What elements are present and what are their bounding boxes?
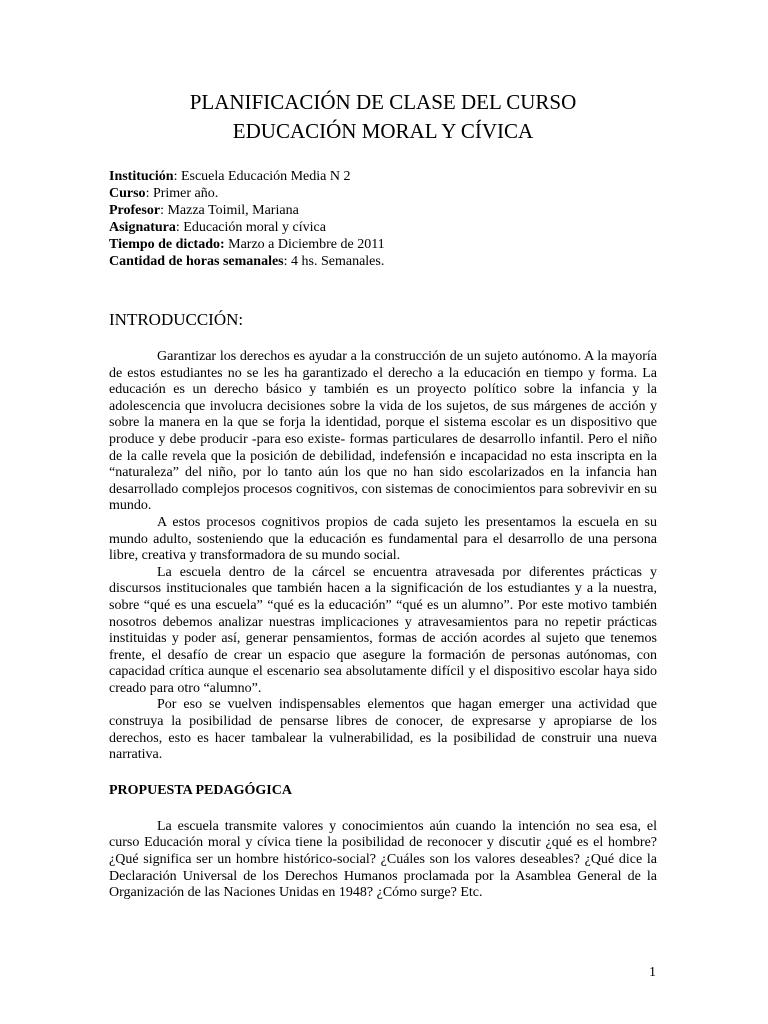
- title-line-2: EDUCACIÓN MORAL Y CÍVICA: [232, 119, 534, 143]
- meta-label: Tiempo de dictado:: [109, 237, 225, 252]
- meta-value: Mazza Toimil, Mariana: [167, 203, 299, 218]
- intro-section: [109, 349, 657, 764]
- meta-separator: :: [175, 220, 184, 235]
- meta-value: 4 hs. Semanales.: [291, 254, 385, 269]
- meta-label: Institución: [109, 169, 174, 184]
- meta-institucion: [109, 168, 657, 185]
- meta-separator: :: [173, 169, 181, 184]
- intro-heading: INTRODUCCIÓN:: [109, 310, 244, 329]
- meta-tiempo-dictado: [109, 236, 657, 253]
- document-title: [109, 88, 657, 146]
- meta-label: Curso: [109, 186, 146, 201]
- intro-paragraph: Garantizar los derechos es ayudar a la construcción de un sujeto autónomo. A la mayoría de estos estudiantes no se les ha garantizado el derecho a la educación en tiempo y forma. La educación es un derecho básico y también es un proyecto político sobre la infancia y la adolescencia que involucra decisiones sobre la vida de los sujetos, de sus márgenes de acción y sobre la manera en la que se forja la identidad, porque el sistema escolar es un dispositivo que produce y debe producir -para eso existe- formas particulares de desarrollo infantil. Pero el niño de la calle revela que la posición de debilidad, indefensión e incapacidad no esta inscripta en la “naturaleza” del niño, por lo tanto aún los que no han sido escolarizados en la infancia han desarrollado complejos procesos cognitivos, con sistemas de conocimientos para sobrevivir en su mundo.: [109, 349, 657, 514]
- propuesta-paragraph: La escuela transmite valores y conocimientos aún cuando la intención no sea esa, el curso Educación moral y cívica tiene la posibilidad de reconocer y discutir ¿qué es el hombre? ¿Qué significa ser un hombre histórico-social? ¿Cuáles son los valores deseables? ¿Qué dice la Declaración Universal de los Derechos Humanos proclamada por la Asamblea General de la Organización de las Naciones Unidas en 1948? ¿Cómo surge? Etc.: [109, 818, 657, 901]
- propuesta-heading: PROPUESTA PEDAGÓGICA: [109, 782, 292, 798]
- meta-value: Escuela Educación Media N 2: [180, 169, 351, 184]
- intro-paragraph: A estos procesos cognitivos propios de cada sujeto les presentamos la escuela en su mundo adulto, sosteniendo que la educación es fundamental para el desarrollo de una persona libre, creativa y transformadora de su mundo social.: [109, 514, 657, 564]
- meta-horas-semanales: [109, 253, 657, 270]
- meta-label: Asignatura: [109, 220, 176, 235]
- intro-paragraph: La escuela dentro de la cárcel se encuentra atravesada por diferentes prácticas y discursos institucionales que también hacen a la significación de los estudiantes y a la nuestra, sobre “qué es una escuela” “qué es la educación” “qué es un alumno”. Por este motivo también nosotros debemos analizar nuestras implicaciones y atravesamientos para no repetir prácticas instituidas y poder así, generar pensamientos, formas de acción acordes al sujeto que tenemos frente, el desafío de crear un espacio que asegure la formación de personas autónomas, con capacidad crítica aunque el escenario sea absolutamente difícil y el dispositivo escolar haya sido creado para otro “alumno”.: [109, 564, 657, 696]
- meta-separator: :: [283, 254, 292, 269]
- document-page: [109, 88, 657, 902]
- page-number: 1: [649, 965, 656, 980]
- propuesta-section: [109, 819, 657, 902]
- meta-value: Educación moral y cívica: [183, 220, 326, 235]
- meta-value: Marzo a Diciembre de 2011: [228, 237, 385, 252]
- title-line-1: PLANIFICACIÓN DE CLASE DEL CURSO: [189, 90, 577, 114]
- meta-profesor: [109, 202, 657, 219]
- meta-separator: :: [145, 186, 153, 201]
- course-info: [109, 168, 657, 270]
- meta-label: Profesor: [109, 203, 161, 218]
- meta-curso: [109, 185, 657, 202]
- meta-separator: :: [160, 203, 168, 218]
- meta-asignatura: [109, 219, 657, 236]
- meta-value: Primer año.: [152, 186, 219, 201]
- intro-paragraph: Por eso se vuelven indispensables elementos que hagan emerger una actividad que construya la posibilidad de pensarse libres de conocer, de expresarse y apropiarse de los derechos, esto es hacer tambalear la vulnerabilidad, es la posibilidad de construir una nueva narrativa.: [109, 697, 657, 763]
- meta-label: Cantidad de horas semanales: [109, 254, 284, 269]
